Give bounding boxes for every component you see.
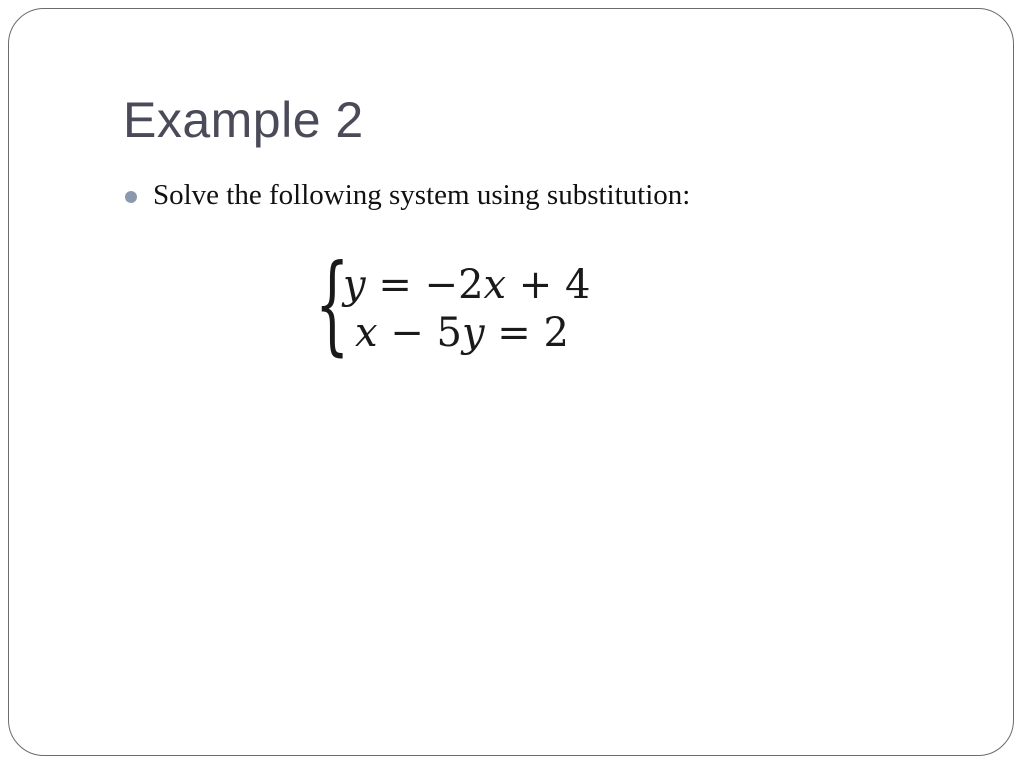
slide-frame [8, 8, 1014, 756]
bullet-text: Solve the following system using substitution: [153, 179, 691, 211]
equation-2-term: y [461, 310, 485, 356]
equation-1-term: = −2 [365, 262, 484, 308]
equation-2-term: − 5 [377, 310, 462, 356]
left-brace-icon: { [315, 242, 350, 367]
equation-2-term: = 2 [484, 310, 569, 356]
equation-2 [343, 309, 591, 357]
equation-1-term: x [483, 262, 507, 308]
equation-1-term: + 4 [506, 262, 591, 308]
equation-1 [343, 261, 591, 309]
bullet-dot-icon [125, 191, 137, 203]
equation-1-term: y [343, 262, 366, 308]
equation-2-term: x [355, 310, 378, 356]
equation-list [343, 261, 591, 357]
equation-system [315, 242, 591, 367]
bullet-item [125, 179, 690, 212]
slide-title: Example 2 [123, 92, 364, 148]
